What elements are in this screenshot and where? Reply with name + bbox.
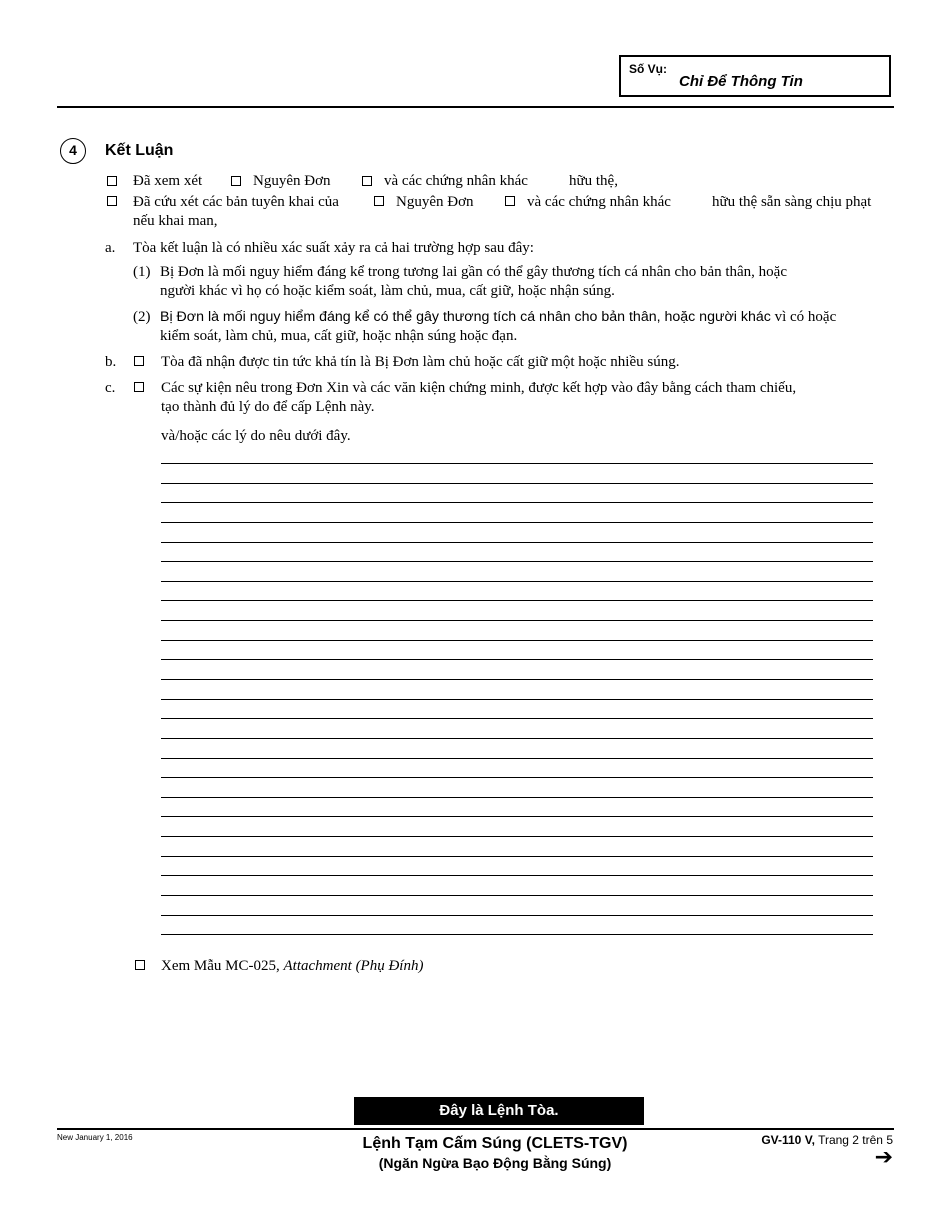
writing-line[interactable] bbox=[161, 816, 873, 817]
form-subtitle: (Ngăn Ngừa Bạo Động Bằng Súng) bbox=[378, 1155, 612, 1171]
writing-line[interactable] bbox=[161, 875, 873, 876]
item-c-checkbox[interactable] bbox=[134, 382, 144, 392]
item-c-text-line2: tạo thành đủ lý do để cấp Lệnh này. bbox=[161, 399, 375, 415]
writing-line[interactable] bbox=[161, 836, 873, 837]
writing-line[interactable] bbox=[161, 797, 873, 798]
declarations-label: Đã cứu xét các bản tuyên khai của bbox=[133, 194, 339, 210]
attachment-text: Xem Mẫu MC-025, bbox=[161, 958, 280, 974]
header-rule bbox=[57, 106, 894, 108]
item-b-text: Tòa đã nhận được tin tức khả tín là Bị Đơn làm chủ hoặc cất giữ một hoặc nhiều súng. bbox=[161, 354, 680, 370]
writing-line[interactable] bbox=[161, 934, 873, 935]
writing-line[interactable] bbox=[161, 659, 873, 660]
attachment-label bbox=[161, 957, 423, 975]
page-number: Trang 2 trên 5 bbox=[818, 1133, 893, 1147]
item-c-and-or-text: và/hoặc các lý do nêu dưới đây. bbox=[161, 428, 351, 444]
writing-line[interactable] bbox=[161, 856, 873, 857]
reviewed-petitioner-label: Nguyên Đơn bbox=[253, 173, 331, 189]
declarations-witnesses-label: và các chứng nhân khác bbox=[527, 194, 671, 210]
form-id: GV-110 V, bbox=[761, 1133, 815, 1147]
reviewed-checkbox[interactable] bbox=[107, 176, 117, 186]
section-number-badge: 4 bbox=[60, 138, 86, 164]
writing-line[interactable] bbox=[161, 777, 873, 778]
footer-rule bbox=[57, 1128, 894, 1130]
writing-line[interactable] bbox=[161, 679, 873, 680]
attachment-italic: Attachment (Phụ Đính) bbox=[283, 958, 424, 974]
item-a2-text-tail: vì có hoặc bbox=[774, 309, 837, 325]
writing-line[interactable] bbox=[161, 463, 873, 464]
declarations-petitioner-checkbox[interactable] bbox=[374, 196, 384, 206]
item-a1-text-line2: người khác vì họ có hoặc kiểm soát, làm chủ, mua, cất giữ, hoặc nhận súng. bbox=[160, 283, 615, 299]
writing-line[interactable] bbox=[161, 483, 873, 484]
writing-line[interactable] bbox=[161, 718, 873, 719]
next-page-arrow-icon[interactable]: ➔ bbox=[874, 1144, 893, 1169]
writing-line[interactable] bbox=[161, 561, 873, 562]
case-number-value: Chỉ Để Thông Tin bbox=[679, 73, 803, 90]
form-page-info bbox=[761, 1133, 893, 1147]
writing-line[interactable] bbox=[161, 738, 873, 739]
reviewed-petitioner-checkbox[interactable] bbox=[231, 176, 241, 186]
item-a2-number: (2) bbox=[133, 309, 151, 325]
writing-line[interactable] bbox=[161, 620, 873, 621]
declarations-witnesses-checkbox[interactable] bbox=[505, 196, 515, 206]
item-c-label: c. bbox=[105, 380, 116, 396]
revision-date: New January 1, 2016 bbox=[57, 1133, 133, 1142]
writing-line[interactable] bbox=[161, 915, 873, 916]
writing-line[interactable] bbox=[161, 502, 873, 503]
court-order-banner: Đây là Lệnh Tòa. bbox=[354, 1097, 644, 1125]
item-a1-text-line1: Bị Đơn là mối nguy hiểm đáng kể trong tương lai gần có thể gây thương tích cá nhân cho bản thân, hoặc bbox=[160, 264, 787, 280]
declarations-perjury-label: nếu khai man, bbox=[133, 213, 218, 229]
reviewed-witnesses-checkbox[interactable] bbox=[362, 176, 372, 186]
case-number-label: Số Vụ: bbox=[629, 62, 667, 76]
reviewed-witnesses-label: và các chứng nhân khác bbox=[384, 173, 528, 189]
writing-line[interactable] bbox=[161, 640, 873, 641]
item-a-text: Tòa kết luận là có nhiều xác suất xảy ra cả hai trường hợp sau đây: bbox=[133, 240, 534, 256]
declarations-checkbox[interactable] bbox=[107, 196, 117, 206]
reviewed-label: Đã xem xét bbox=[133, 173, 203, 189]
writing-line[interactable] bbox=[161, 758, 873, 759]
section-title: Kết Luận bbox=[105, 142, 174, 159]
writing-line[interactable] bbox=[161, 600, 873, 601]
item-b-label: b. bbox=[105, 354, 117, 370]
form-title: Lệnh Tạm Cấm Súng (CLETS-TGV) bbox=[362, 1135, 628, 1152]
case-number-box bbox=[619, 55, 891, 97]
attachment-checkbox[interactable] bbox=[135, 960, 145, 970]
declarations-oath-label: hữu thệ sẵn sàng chịu phạt bbox=[712, 194, 872, 210]
writing-line[interactable] bbox=[161, 542, 873, 543]
declarations-petitioner-label: Nguyên Đơn bbox=[396, 194, 474, 210]
writing-line[interactable] bbox=[161, 581, 873, 582]
writing-line[interactable] bbox=[161, 699, 873, 700]
reviewed-oath-label: hữu thệ, bbox=[569, 173, 618, 189]
item-a1-number: (1) bbox=[133, 264, 151, 280]
writing-line[interactable] bbox=[161, 522, 873, 523]
item-a2-text-line2: kiểm soát, làm chủ, mua, cất giữ, hoặc nhận súng hoặc đạn. bbox=[160, 328, 518, 344]
item-a-label: a. bbox=[105, 240, 116, 256]
item-a2-text-line1 bbox=[160, 308, 836, 326]
item-c-text-line1: Các sự kiện nêu trong Đơn Xin và các văn kiện chứng minh, được kết hợp vào đây bằng cách tham chiếu, bbox=[161, 380, 797, 396]
writing-line[interactable] bbox=[161, 895, 873, 896]
item-b-checkbox[interactable] bbox=[134, 356, 144, 366]
item-a2-text-highlight: Bị Đơn là mối nguy hiểm đáng kể có thể gây thương tích cá nhân cho bản thân, hoặc người khác bbox=[160, 309, 771, 325]
